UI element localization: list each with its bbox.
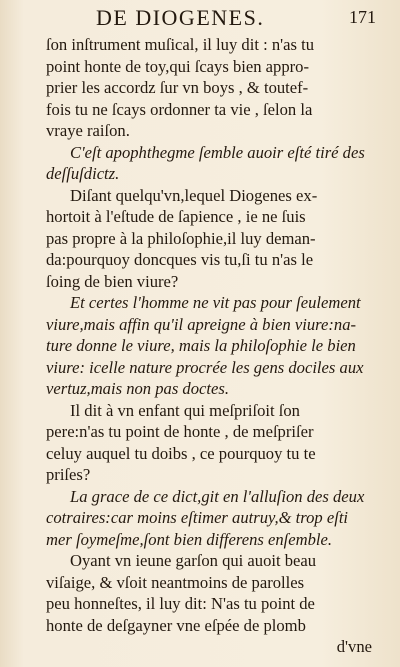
- text-line: da:pourquoy doncques vis tu,ſi tu n'as le: [46, 250, 314, 269]
- text-line: viure,mais affin qu'il apreigne à bien viure:na-: [46, 314, 357, 334]
- text-line: vertuz,mais non pas doctes.: [46, 379, 229, 398]
- text-line: Diſant quelqu'vn,lequel Diogenes ex-: [70, 185, 318, 205]
- text-line: Oyant vn ieune garſon qui auoit beau: [70, 551, 317, 570]
- text-line: pere:n'as tu point de honte , de meſpriſer: [46, 422, 314, 441]
- text-line: hortoit à l'eſtude de ſapience , ie ne ſuis: [46, 207, 306, 226]
- catchword: d'vne: [336, 637, 372, 656]
- text-line: prier les accordz ſur vn boys , & toutef-: [46, 78, 309, 97]
- text-line: peu honneſtes, il luy dit: N'as tu point de: [46, 594, 315, 613]
- text-line: celuy auquel tu doibs , ce pourquoy tu te: [46, 443, 316, 463]
- text-line: priſes?: [46, 465, 91, 484]
- text-line: cotraires:car moins eſtimer autruy,& trop eſti: [46, 508, 349, 527]
- text-line: point honte de toy,qui ſcays bien appro-: [46, 56, 309, 76]
- page-number: 171: [349, 7, 376, 27]
- page-header: [0, 3, 400, 33]
- text-line: viure: icelle nature procrée les gens dociles aux: [46, 357, 364, 377]
- text-line: viſaige, & vſoit neantmoins de parolles: [46, 572, 305, 592]
- running-head: DE DIOGENES.: [96, 5, 265, 30]
- text-line: Il dit à vn enfant qui meſpriſoit ſon: [70, 400, 300, 420]
- body-text: [46, 34, 372, 658]
- text-line: mer ſoymeſme,ſont bien differens enſemble.: [46, 529, 333, 549]
- text-line: C'eſt apophthegme ſemble auoir eſté tiré des: [70, 142, 365, 162]
- text-line: ture donne le viure, mais la philoſophie le bien: [46, 336, 356, 355]
- text-line: vraye raiſon.: [46, 121, 130, 140]
- text-line: deſſuſdictz.: [46, 164, 120, 183]
- text-line: pas propre à la philoſophie,il luy deman-: [46, 228, 316, 248]
- text-line: ſon inſtrument muſical, il luy dit : n'as tu: [46, 35, 315, 54]
- text-line: ſoing de bien viure?: [46, 271, 179, 291]
- text-line: fois tu ne ſcays ordonner ta vie , ſelon la: [46, 99, 313, 119]
- text-line: honte de deſgayner vne eſpée de plomb: [46, 615, 306, 635]
- text-line: Et certes l'homme ne vit pas pour ſeulement: [70, 293, 361, 312]
- text-line: La grace de ce dict,git en l'alluſion des deux: [70, 486, 365, 506]
